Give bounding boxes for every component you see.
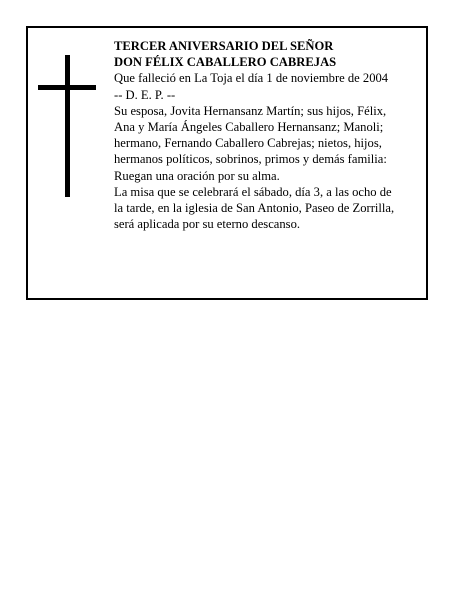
- mass-info-line: la tarde, en la iglesia de San Antonio, Paseo de Zorrilla,: [114, 201, 395, 216]
- prayer-request-line: Ruegan una oración por su alma.: [114, 168, 280, 183]
- deceased-name-line: DON FÉLIX CABALLERO CABREJAS: [114, 55, 337, 70]
- rip-line: -- D. E. P. --: [114, 87, 176, 102]
- mass-info-line: La misa que se celebrará el sábado, día 3, a las ocho de: [114, 184, 392, 199]
- family-line: Ana y María Ángeles Caballero Hernansanz; Manoli;: [114, 120, 384, 135]
- obituary-text: [114, 38, 422, 232]
- mass-info-line: será aplicada por su eterno descanso.: [114, 217, 301, 232]
- family-line: hermano, Fernando Caballero Cabrejas; nietos, hijos,: [114, 136, 382, 151]
- notice-title-line: TERCER ANIVERSARIO DEL SEÑOR: [114, 39, 334, 53]
- family-line: hermanos políticos, sobrinos, primos y demás familia:: [114, 152, 387, 167]
- family-line: Su esposa, Jovita Hernansanz Martín; sus hijos, Félix,: [114, 103, 387, 118]
- death-date-line: Que falleció en La Toja el día 1 de noviembre de 2004: [114, 71, 389, 86]
